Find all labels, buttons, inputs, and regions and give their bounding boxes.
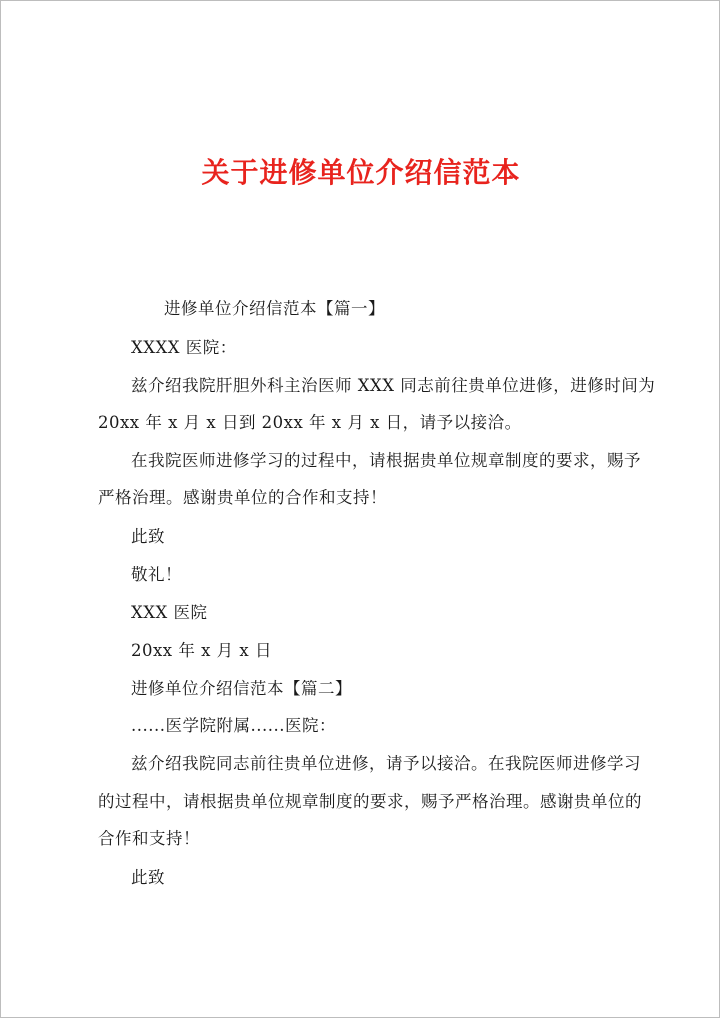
closing-line: 敬礼！ (131, 565, 182, 584)
body-line: 的过程中，请根据贵单位规章制度的要求，赐予严格治理。感谢贵单位的 (98, 792, 642, 811)
closing-line: 此致 (131, 868, 165, 887)
section-heading-2: 进修单位介绍信范本【篇二】 (131, 679, 352, 698)
body-line: 合作和支持！ (98, 829, 200, 848)
body-line: 20xx 年 x 月 x 日到 20xx 年 x 月 x 日，请予以接洽。 (98, 413, 522, 432)
section-heading-1: 进修单位介绍信范本【篇一】 (164, 299, 385, 318)
signature-date: 20xx 年 x 月 x 日 (131, 641, 272, 660)
body-line: 在我院医师进修学习的过程中，请根据贵单位规章制度的要求，赐予 (131, 451, 641, 470)
salutation-2: ......医学院附属......医院： (131, 716, 336, 735)
body-line: 兹介绍我院同志前往贵单位进修，请予以接洽。在我院医师进修学习 (131, 754, 641, 773)
signature-org: XXX 医院 (131, 603, 208, 622)
document-title: 关于进修单位介绍信范本 (201, 156, 521, 189)
body-line: 兹介绍我院肝胆外科主治医师 XXX 同志前往贵单位进修，进修时间为 (131, 376, 656, 395)
body-line: 严格治理。感谢贵单位的合作和支持！ (98, 488, 387, 507)
salutation-1: XXXX 医院： (131, 338, 237, 357)
closing-line: 此致 (131, 527, 165, 546)
